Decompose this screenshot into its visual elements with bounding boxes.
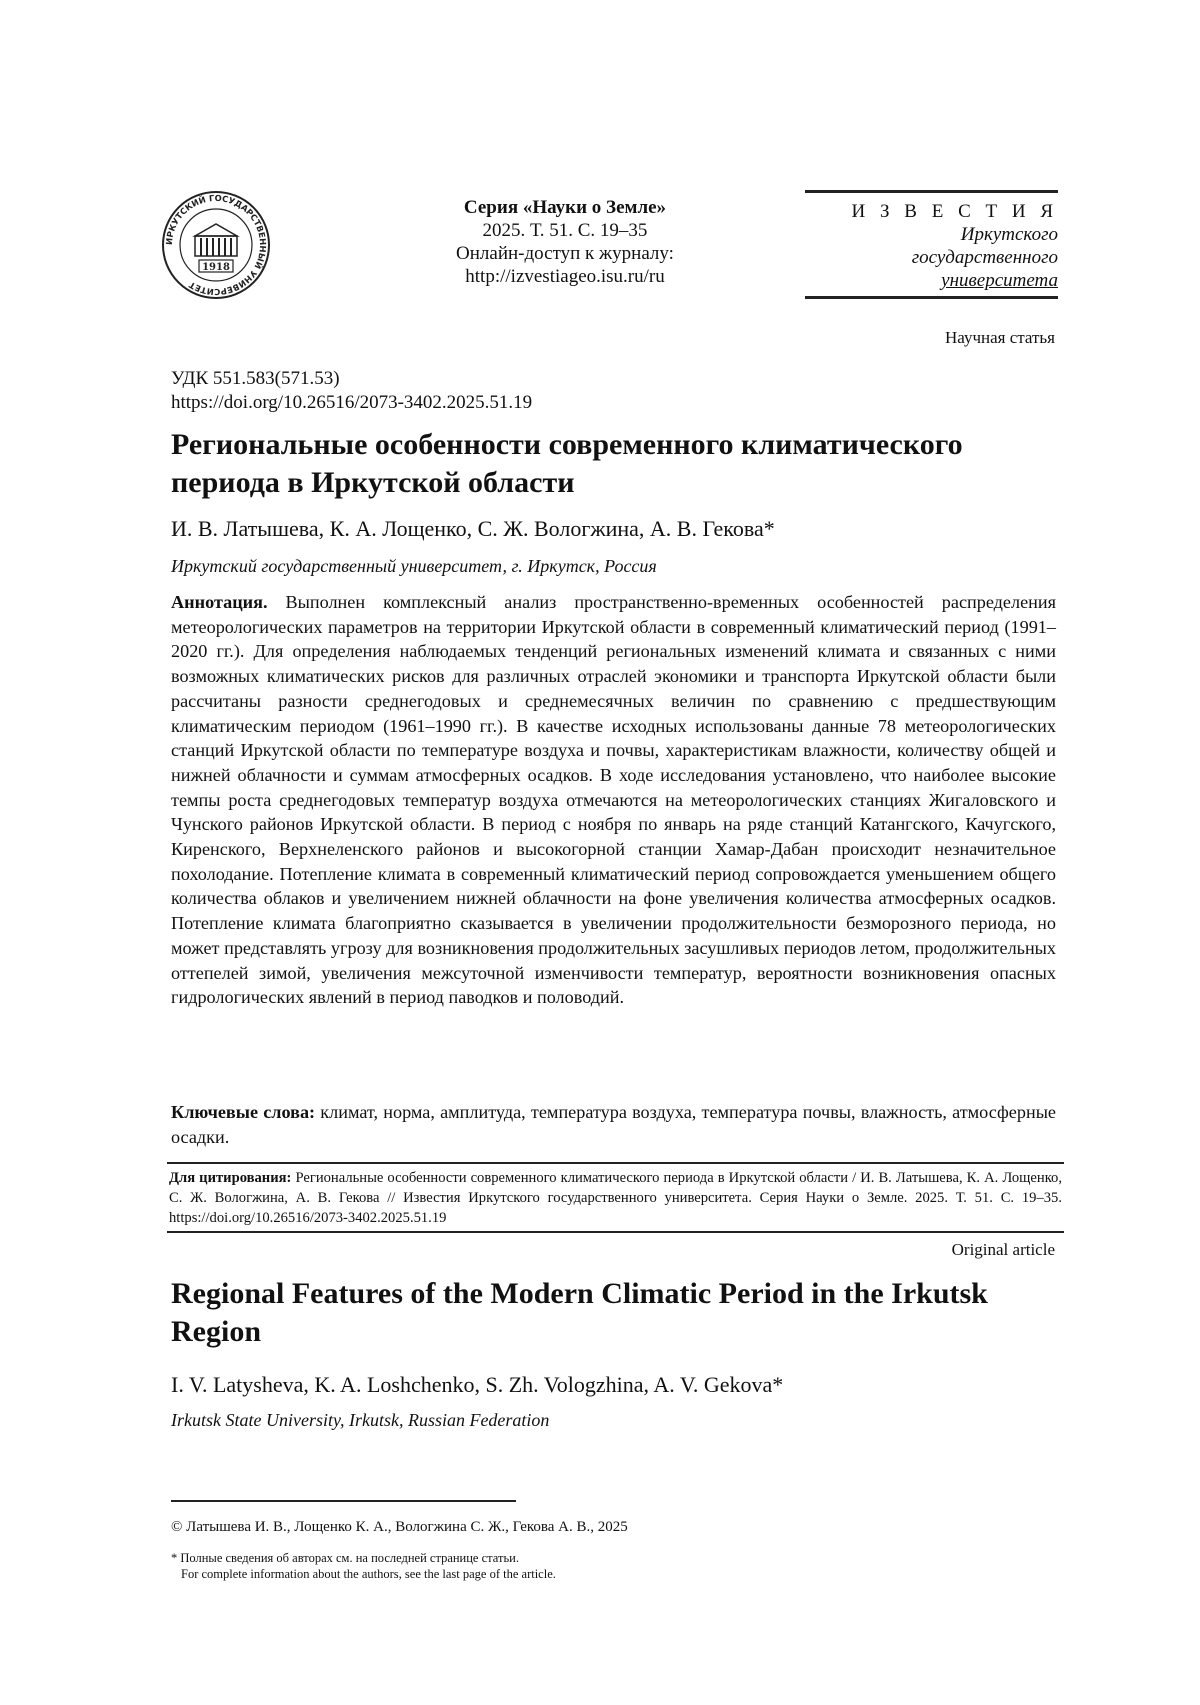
affiliation-en: Irkutsk State University, Irkutsk, Russian Federation [171,1410,550,1430]
affiliation-ru: Иркутский государственный университет, г. Иркутск, Россия [171,556,657,576]
masthead-line-2: Иркутского [960,224,1058,245]
authors-en: I. V. Latysheva, K. A. Loshchenko, S. Zh. Vologzhina, A. V. Gekova* [171,1372,784,1397]
keywords-text: климат, норма, амплитуда, температура воздуха, температура почвы, влажность, атмосферные осадки. [171,1102,1057,1147]
masthead-line-3: государственного [911,247,1058,268]
masthead-top-rule [805,190,1058,193]
masthead-bottom-rule [805,296,1058,299]
citation-label: Для цитирования: [169,1170,292,1186]
keywords-label: Ключевые слова: [171,1102,316,1122]
article-title-en: Regional Features of the Modern Climatic Period in the Irkutsk Region [171,1277,988,1348]
authors-ru: И. В. Латышева, К. А. Лощенко, С. Ж. Вологжина, А. В. Гекова* [171,516,775,541]
abstract-label: Аннотация. [171,592,268,612]
article-type-ru: Научная статья [944,328,1055,347]
abstract-text: Выполнен комплексный анализ пространственно-временных особенностей распределения метеорологических параметров на территории Иркутской области в современный климатический период (1991–2020 гг.). Для определения наблюдаемых тенденций региональных изменений климата и связанных с ними возможных климатических рисков для различных отраслей экономики и транспорта Иркутской области были рассчитаны разности среднегодовых и среднемесячных величин по сравнению с предшествующим климатическим периодом (1961–1990 гг.). В качестве исходных использованы данные 78 метеорологических станций Иркутской области по температуре воздуха и почвы, характеристикам влажности, количеству общей и нижней облачности и суммам атмосферных осадков. В ходе исследования установлено, что наиболее высокие темпы роста среднегодовых температур воздуха отмечаются на метеорологических станциях Жигаловского и Чунского районов Иркутской области. В период с ноября по январь на ряде станций Катангского, Качугского, Киренского, Верхнеленского районов и высокогорной станции Хамар-Дабан происходит незначительное похолодание. Потепление климата в современный климатический период сопровождается уменьшением общего количества облаков и увеличением нижней облачности на фоне увеличения количества атмосферных осадков. Потепление климата благоприятно сказывается в увеличении продолжительности безморозного периода, но может представлять угрозу для возникновения продолжительных засушливых периодов летом, продолжительных оттепелей зимой, увеличения межсуточной изменчивости температур, вероятности возникновения опасных гидрологических явлений в период паводков и половодий. [171,592,1056,1008]
journal-masthead [805,190,1058,299]
citation-text: Региональные особенности современного климатического периода в Иркутской области / И. В. Латышева, К. А. Лощенко, С. Ж. Вологжина, А. В. Гекова // Известия Иркутского государственного университета. Серия Науки о Земле. 2025. Т. 51. С. 19–35. https://doi.org/10.26516/2073-3402.2025.51.19 [169,1170,1062,1226]
online-access-link[interactable]: http://izvestiageo.isu.ru/ru [465,266,665,287]
footnote-rule [171,1500,516,1502]
masthead-line-4: университета [941,270,1058,291]
masthead-line-1: И З В Е С Т И Я [851,201,1058,222]
copyright: © Латышева И. В., Лощенко К. А., Вологжина С. Ж., Гекова А. В., 2025 [171,1519,628,1535]
keywords [171,1100,1056,1149]
article-title-ru: Региональные особенности современного климатического периода в Иркутской области [171,428,963,499]
abstract [171,590,1056,1010]
university-seal-logo [161,190,271,300]
seal-year: 1918 [202,262,230,273]
footnote [171,1550,556,1582]
doi-link[interactable]: https://doi.org/10.26516/2073-3402.2025.51.19 [171,392,533,413]
seal-text: ИРКУТСКИЙ ГОСУДАРСТВЕННЫЙ УНИВЕРСИТЕТ [163,192,269,298]
footnote-en: For complete information about the authors, see the last page of the article. [181,1567,556,1581]
online-access-label: Онлайн-доступ к журналу: [456,243,674,264]
udk-code: УДК 551.583(571.53) [171,368,340,389]
udk-doi-block [171,367,532,415]
article-type-en: Original article [951,1240,1055,1259]
footnote-ru: * Полные сведения об авторах см. на последней странице статьи. [171,1551,519,1565]
volume-info: 2025. Т. 51. С. 19–35 [482,220,648,241]
series-title: Серия «Науки о Земле» [463,197,667,218]
series-info [400,196,730,288]
citation-box [167,1162,1064,1233]
